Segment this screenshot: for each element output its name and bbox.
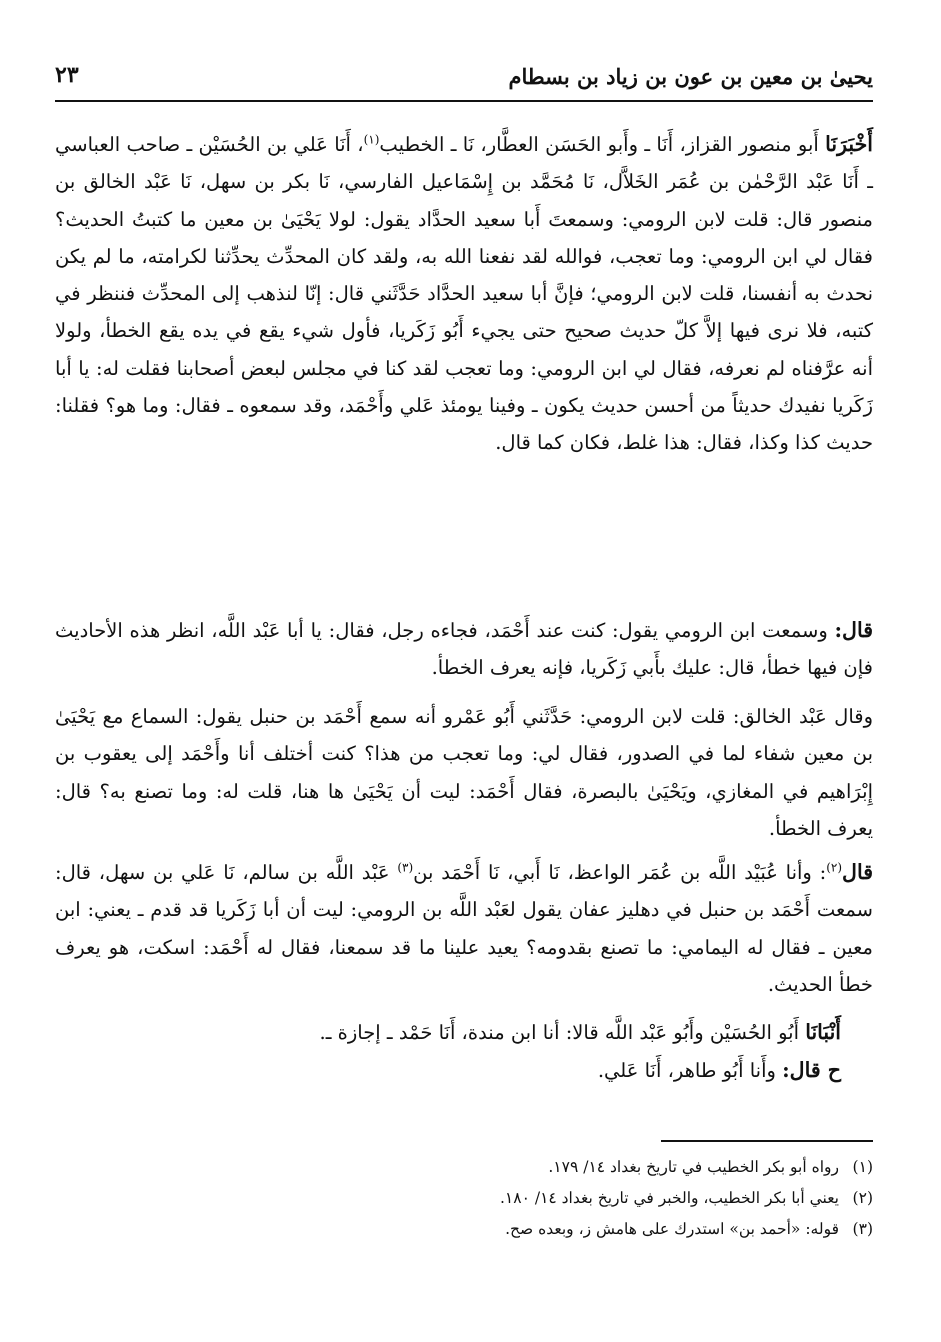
paragraph-lead: ح قال:	[782, 1058, 841, 1082]
paragraph	[55, 1052, 873, 1090]
footnote-text: يعني أبا بكر الخطيب، والخبر في تاريخ بغداد ١٤/ ١٨٠.	[499, 1189, 839, 1207]
paragraph-lead: قال	[842, 860, 873, 884]
footnote	[55, 1183, 873, 1214]
footnote-text: رواه أبو بكر الخطيب في تاريخ بغداد ١٤/ ١٧٩.	[548, 1158, 839, 1176]
paragraph-lead: أَنْبَانَا	[805, 1020, 841, 1044]
paragraph-lead: أَخْبَرَنَا	[825, 132, 873, 156]
footnote-reference: (٣)	[397, 860, 414, 875]
page-number: ٢٣	[55, 62, 79, 88]
paragraph-text: وأَنا أَبُو طاهر، أَنَا عَلي.	[597, 1059, 783, 1082]
footnote-reference: (٢)	[826, 860, 843, 875]
main-text	[55, 126, 873, 1090]
footnote	[55, 1152, 873, 1183]
running-title: يحيىٰ بن معين بن عون بن زياد بن بسطام	[508, 64, 873, 89]
paragraph	[55, 126, 873, 603]
paragraph-text: وسمعت ابن الرومي يقول: كنت عند أَحْمَد، فجاءه رجل، فقال: يا أبا عَبْد اللَّه، انظر هذه الأحاديث فإن فيها خطأ، قال: عليك بأَبي زَكَريا، فإنه يعرف الخطأ.	[55, 619, 873, 680]
footnote-number: (٣)	[852, 1220, 873, 1238]
paragraph-text: وقال عَبْد الخالق: قلت لابن الرومي: حَدَّثَني أَبُو عَمْرو أنه سمع أَحْمَد بن حنبل يقول: السماع مع يَحْيَىٰ بن معين شفاء لما في الصدور، فقال لي: وما تعجب من هذا؟ كنت أختلف أنا وأَحْمَد إلى يعقوب بن إِبْرَاهيم في المغازي، ويَحْيَىٰ بالبصرة، فقال أَحْمَد: ليت أن يَحْيَىٰ ها هنا، قلت له: وما تصنع به؟ قال: يعرف الخطأ.	[55, 705, 873, 840]
footnote-number: (١)	[852, 1158, 873, 1176]
paragraph	[55, 612, 873, 690]
paragraph-lead: قال:	[834, 618, 873, 642]
paragraph	[55, 1014, 873, 1052]
footnote-text: قوله: «أحمد بن» استدرك على هامش ز، وبعده صح.	[505, 1220, 839, 1238]
paragraph-text: أَبُو الحُسَيْن وأَبُو عَبْد اللَّه قالا: أنا ابن مندة، أَنَا حَمْد ـ إجازة ـ.	[319, 1021, 806, 1044]
paragraph	[55, 698, 873, 848]
footnote	[55, 1214, 873, 1245]
paragraph-text: أَبو منصور القزاز، أَنَا ـ وأَبو الحَسَن العطَّار، نَا ـ الخطيب	[379, 133, 826, 156]
paragraph-text: : وأنا عُبَيْد اللَّه بن عُمَر الواعظ، نَا أَبي، نَا أَحْمَد بن	[413, 861, 827, 884]
paragraph-text: ، أَنَا عَلي بن الحُسَيْن ـ صاحب العباسي ـ أَنَا عَبْد الرَّحْمٰن بن عُمَر الخَلاَّل، نَا مُحَمَّد بن إِسْمَاعيل الفارسي، نَا بكر بن سهل، نَا عَبْد الخالق بن منصور قال: قلت لابن الرومي: وسمعتَ أَبا سعيد الحدَّاد يقول: لولا يَحْيَىٰ بن معين ما كتبتُ الحديث؟ فقال لي ابن الرومي: وما تعجب، فوالله لقد نفعنا الله به، ولقد كان المحدِّث يحدِّثنا لكرامته، ما لم يكن نحدث به أنفسنا، قلت لابن الرومي؛ فإنَّ أبا سعيد الحدَّاد حَدَّثَني قال: إنّا لنذهب إلى المحدِّث فننظر في كتبه، فلا نرى فيها إلاَّ كلّ حديث صحيح حتى يجيء أَبُو زَكَريا، فأول شيء يقع في يده يقع الخطأ، ولولا أنه عرَّفناه لم نعرفه، فقال لي ابن الرومي: وما تعجب لقد كنا في مجلس لبعض أصحابنا فقلت له: يا أبا زَكَريا نفيدك حديثاً من أحسن حديث يكون ـ وفينا يومئذ عَلي وأَحْمَد، وقد سمعوه ـ فقال: وما هو؟ فقلنا: حديث كذا وكذا، فقال: هذا غلط، فكان كما قال.	[55, 133, 873, 455]
footnote-number: (٢)	[852, 1189, 873, 1207]
footnote-divider	[661, 1140, 873, 1142]
paragraph-text: عَبْد اللَّه بن سالم، نَا عَلي بن سهل، قال: سمعت أَحْمَد بن حنبل في دهليز عفان يقول لعَبْد اللَّه بن الرومي: ليت أن أبا زَكَريا قد قدم ـ يعني: ابن معين ـ فقال له اليمامي: ما تصنع بقدومه؟ يعيد علينا ما قد سمعنا، فقال له أَحْمَد: اسكت، هو يعرف خطأ الحديث.	[55, 861, 873, 996]
footnotes	[55, 1152, 873, 1245]
footnote-reference: (١)	[363, 132, 380, 147]
paragraph	[55, 854, 873, 1014]
page-header	[55, 60, 873, 102]
